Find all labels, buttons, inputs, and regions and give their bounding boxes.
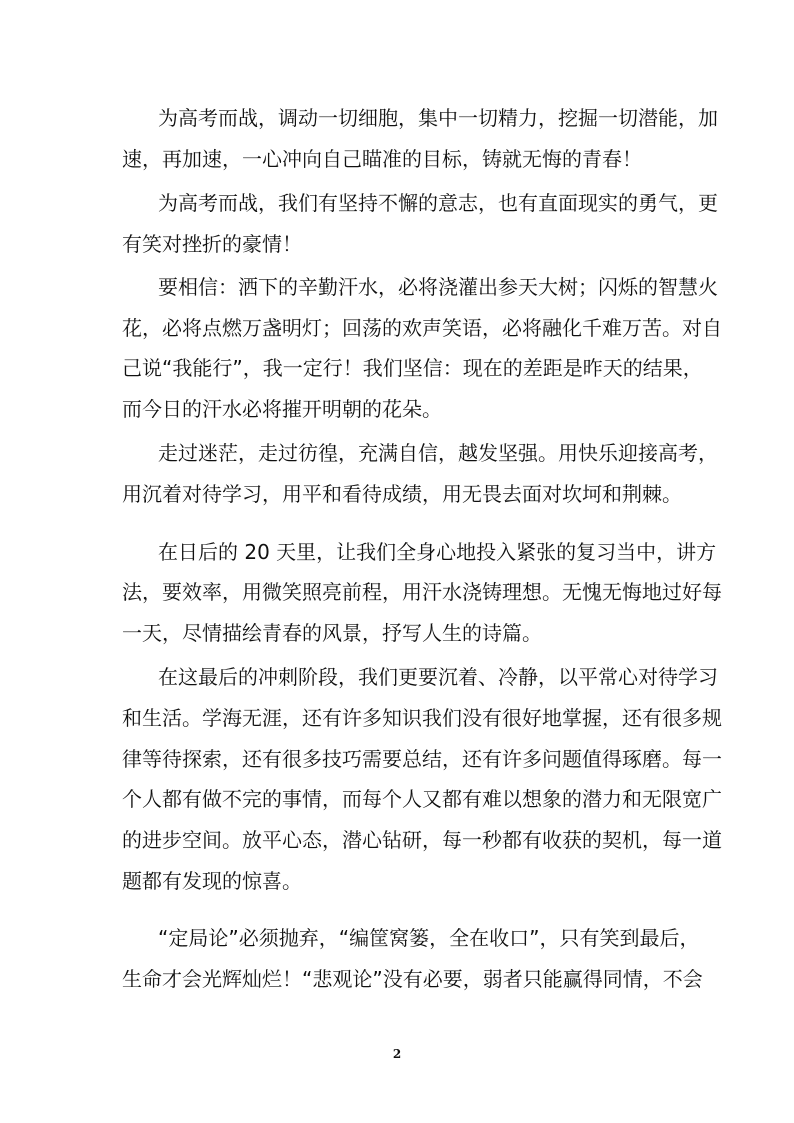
paragraph-line: 而今日的汗水必将摧开明朝的花朵。	[122, 397, 442, 421]
paragraph-line: 题都有发现的惊喜。	[122, 869, 302, 893]
paragraph-line: 要相信：洒下的辛勤汗水，必将浇灌出参天大树；闪烁的智慧火	[158, 275, 718, 299]
paragraph-line: 用沉着对待学习，用平和看待成绩，用无畏去面对坎坷和荆棘。	[122, 482, 682, 506]
paragraph-line: 生命才会光辉灿烂！“悲观论”没有必要，弱者只能赢得同情，不会	[122, 967, 703, 991]
paragraph-line: 在日后的 20 天里，让我们全身心地投入紧张的复习当中，讲方	[158, 540, 717, 564]
paragraph-line: 花，必将点燃万盏明灯；回荡的欢声笑语，必将融化千难万苦。对自	[122, 316, 722, 340]
page-number: 2	[392, 1047, 402, 1061]
paragraph-line: 走过迷茫，走过彷徨，充满自信，越发坚强。用快乐迎接高考，	[158, 441, 718, 465]
paragraph-line: “定局论”必须抛弃，“编筐窝篓，全在收口”，只有笑到最后，	[158, 926, 700, 950]
paragraph-line: 的进步空间。放平心态，潜心钻研，每一秒都有收获的契机，每一道	[122, 828, 722, 852]
paragraph-line: 在这最后的冲刺阶段，我们更要沉着、冷静，以平常心对待学习	[158, 665, 718, 689]
paragraph-line: 速，再加速，一心冲向自己瞄准的目标，铸就无悔的青春！	[122, 147, 642, 171]
paragraph-line: 己说“我能行”，我一定行！我们坚信：现在的差距是昨天的结果，	[122, 356, 703, 380]
paragraph-line: 为高考而战，调动一切细胞，集中一切精力，挖掘一切潜能，加	[158, 106, 718, 130]
paragraph-line: 和生活。学海无涯，还有许多知识我们没有很好地掌握，还有很多规	[122, 706, 722, 730]
paragraph-line: 为高考而战，我们有坚持不懈的意志，也有直面现实的勇气，更	[158, 191, 718, 215]
paragraph-line: 法，要效率，用微笑照亮前程，用汗水浇铸理想。无愧无悔地过好每	[122, 580, 722, 604]
paragraph-line: 有笑对挫折的豪情！	[122, 232, 302, 256]
paragraph-line: 一天，尽情描绘青春的风景，抒写人生的诗篇。	[122, 621, 542, 645]
paragraph-line: 个人都有做不完的事情，而每个人又都有难以想象的潜力和无限宽广	[122, 787, 722, 811]
paragraph-line: 律等待探索，还有很多技巧需要总结，还有许多问题值得琢磨。每一	[122, 747, 722, 771]
